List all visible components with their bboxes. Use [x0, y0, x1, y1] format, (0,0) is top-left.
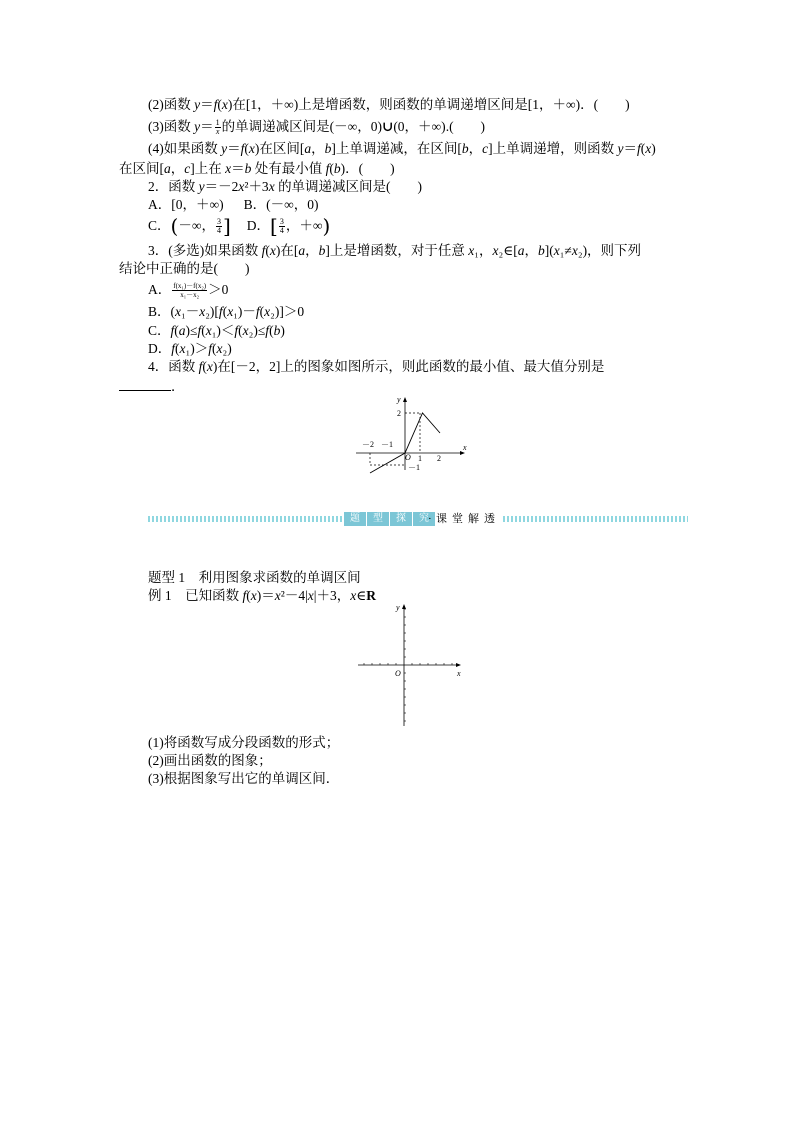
q2-option-d: D．[ $\frac{3}{4}$ ，＋∞)	[246, 214, 331, 238]
q2-option-c: C．(－∞， $\frac{3}{4}$ ]	[148, 214, 231, 238]
q1-item4-line1: (4)如果函数 y＝f(x)在区间[a，b]上单调递减，在区间[b，c]上单调递增，则函数 y＝f(x)	[148, 141, 656, 156]
q1-item4-line2: 在区间[a，c]上在 x＝b 处有最小值 f(b)．( )	[119, 161, 395, 176]
q3-option-c: C．f(a)≤f(x₁)＜f(x₂)≤f(b)	[148, 323, 285, 338]
y-axis-label: y	[397, 395, 401, 404]
q1-item2: (2)函数 y＝f(x)在[1，＋∞)上是增函数，则函数的单调递增区间是[1，＋∞)．( )	[148, 97, 630, 112]
blank-coordinate-grid	[355, 600, 470, 730]
y-axis-label: y	[396, 603, 400, 612]
banner-char-3: 探	[390, 512, 412, 526]
tick-x-1: 1	[418, 454, 422, 463]
y-axis-arrow	[402, 604, 406, 609]
fraction: $\frac{1}{x}$	[215, 118, 220, 137]
tick-y-2: 2	[397, 409, 401, 418]
q4-stem: 4．函数 f(x)在[－2，2]上的图象如图所示，则此函数的最小值、最大值分别是	[148, 359, 605, 374]
banner-char-1: 题	[344, 512, 366, 526]
origin-label: O	[395, 669, 401, 678]
origin-label: O	[405, 453, 411, 462]
sub-question-2: (2)画出函数的图象；	[148, 753, 272, 768]
x-axis-arrow	[456, 663, 461, 667]
x-axis-label: x	[457, 669, 461, 678]
x-axis-label: x	[463, 443, 467, 452]
q2-stem: 2．函数 y＝－2x²＋3x 的单调递减区间是( )	[148, 179, 423, 194]
tick-x-neg1: －1	[381, 440, 393, 449]
q1-item3: (3)函数 y＝ $\frac{1}{x}$ 的单调递减区间是(－∞，0)∪(0，＋∞).( )	[148, 118, 486, 137]
q3-stem-line2: 结论中正确的是( )	[119, 261, 250, 276]
q2-option-b: B．(－∞，0)	[243, 197, 319, 212]
q3-option-b: B．(x₁－x₂)[f(x₁)－f(x₂)]＞0	[148, 304, 305, 319]
sub-question-1: (1)将函数写成分段函数的形式；	[148, 735, 340, 750]
q2-options-ab	[148, 196, 319, 214]
q2-options-cd	[148, 216, 330, 236]
section-banner	[148, 512, 688, 526]
answer-blank[interactable]	[119, 378, 171, 391]
banner-char-2: 型	[367, 512, 389, 526]
banner-char-4: 究	[413, 512, 435, 526]
tick-x-neg2: －2	[362, 440, 374, 449]
tick-x-2: 2	[437, 454, 441, 463]
q2-option-a: A．[0，＋∞)	[148, 197, 224, 212]
q4-answer-line: ．	[119, 378, 185, 396]
q3-stem-line1: 3．(多选)如果函数 f(x)在[a，b]上是增函数，对于任意 x₁，x₂∈[a，b](x₁≠x₂)，则下列	[148, 243, 642, 258]
q3-option-a: A． $\frac{\text{f(x₁)－f(x₂)}}{\text{x₁－x₂}}$ ＞0	[148, 282, 229, 300]
tick-y-neg1: －1	[408, 463, 420, 472]
q3-option-d: D．f(x₁)＞f(x₂)	[148, 341, 232, 356]
banner-title: 课堂解透	[436, 512, 500, 525]
question-type-heading: 题型 1 利用图象求函数的单调区间	[148, 570, 361, 585]
y-axis-arrow	[403, 397, 407, 402]
sub-question-3: (3)根据图象写出它的单调区间．	[148, 771, 340, 786]
example-1-stem: 例 1 已知函数 f(x)＝x²－4|x|＋3，x∈R	[148, 588, 376, 603]
banner-dot: ·	[428, 513, 432, 525]
q4-function-graph	[350, 392, 475, 474]
